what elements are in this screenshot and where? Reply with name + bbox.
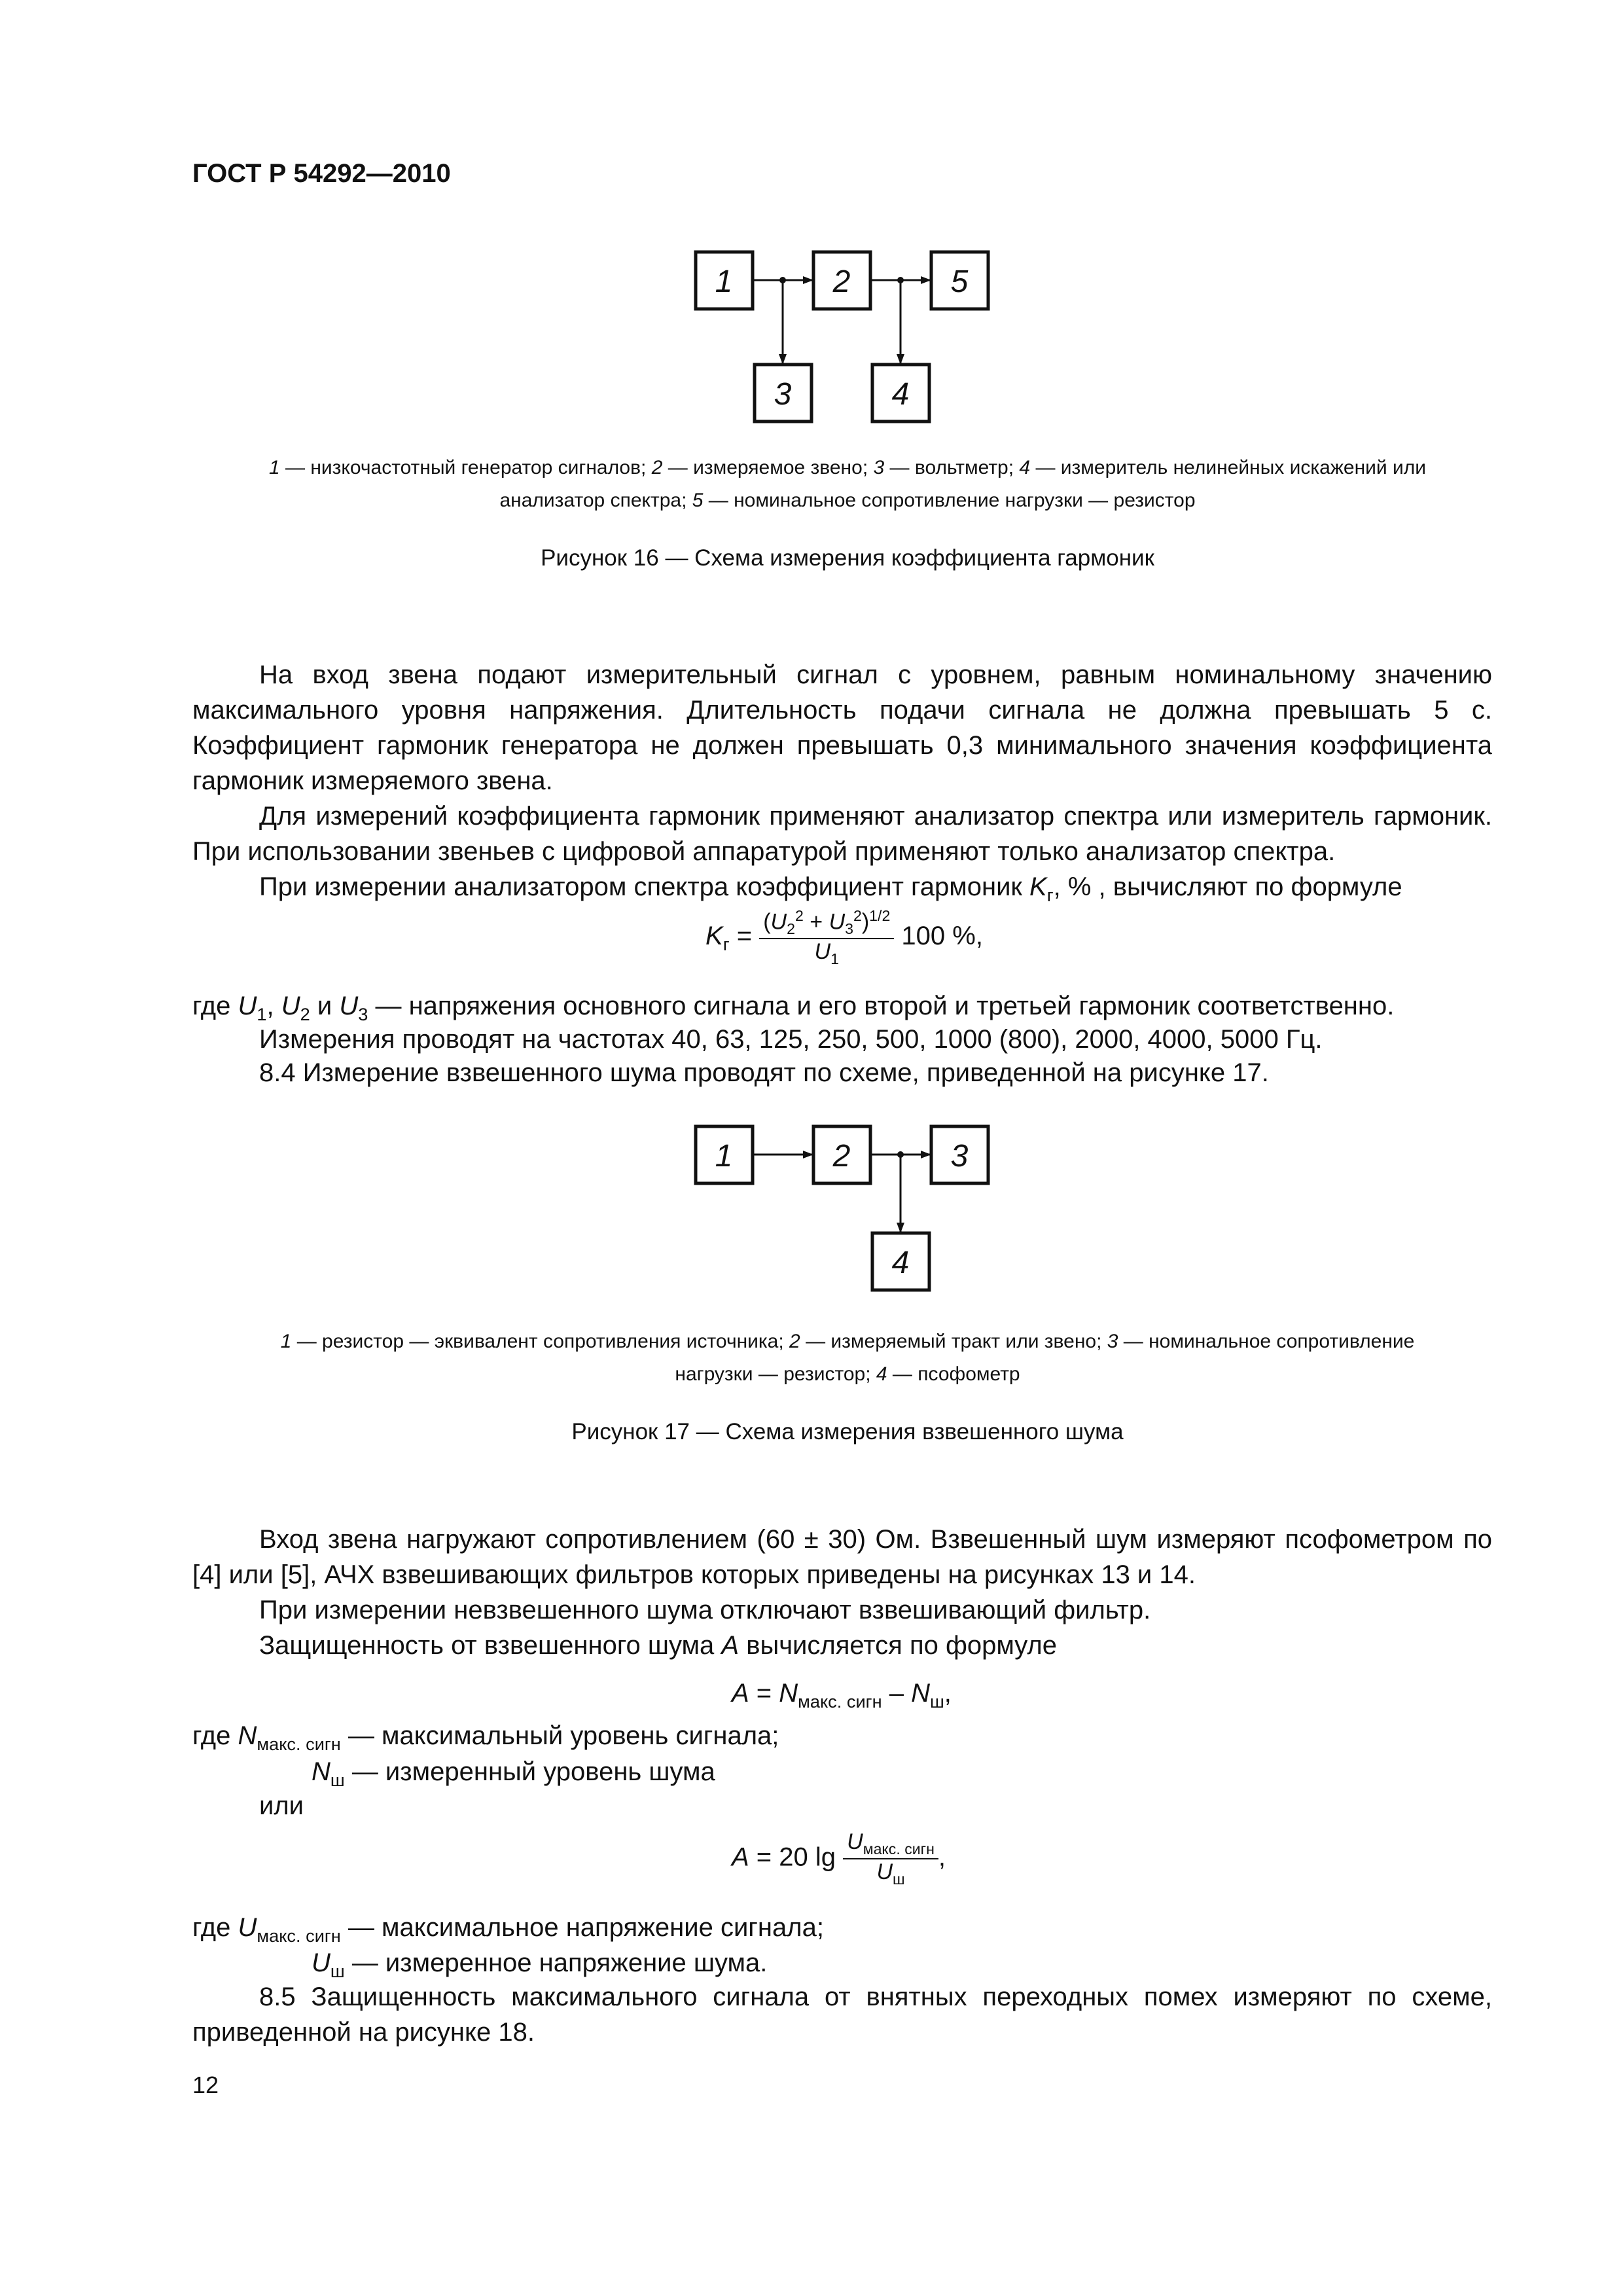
paragraph: где $U_{макс. сигн}$ — максимальное напряжение сигнала; bbox=[192, 1913, 824, 1946]
paragraph: Защищенность от взвешенного шума A вычисляется по формуле bbox=[259, 1631, 1058, 1660]
paragraph: При измерении невзвешенного шума отключают взвешивающий фильтр. bbox=[259, 1596, 1151, 1624]
node-dot bbox=[897, 277, 904, 283]
legend-num: 3 bbox=[873, 457, 885, 478]
figure-16-legend bbox=[196, 452, 1499, 517]
page-number: 12 bbox=[192, 2072, 219, 2098]
legend-num: 2 bbox=[651, 457, 663, 478]
block-4-label: 4 bbox=[891, 1246, 910, 1280]
document-header: ГОСТ Р 54292—2010 bbox=[192, 159, 451, 188]
legend-text: — вольтметр; bbox=[884, 457, 1020, 478]
block-1-label: 1 bbox=[715, 264, 733, 299]
fraction: $\frac{U_{макс. сигн}}{U_ш}$ bbox=[843, 1829, 938, 1888]
figure-17-legend bbox=[196, 1325, 1499, 1391]
legend-num: 1 bbox=[268, 457, 280, 478]
figure-16-diagram bbox=[0, 0, 1623, 458]
formula-kg: $K_г$ = $\frac{(U_2^2 + U_3^2)^{1/2}}{U_1}$ 100 %, bbox=[705, 907, 983, 967]
legend-text: анализатор спектра; bbox=[499, 490, 692, 511]
paragraph: $U_ш$ — измеренное напряжение шума. bbox=[312, 1948, 768, 1981]
legend-text: — низкочастотный генератор сигналов; bbox=[279, 457, 652, 478]
block-2-label: 2 bbox=[832, 264, 851, 299]
paragraph: где $N_{макс. сигн}$ — максимальный уровень сигнала; bbox=[192, 1721, 779, 1754]
paragraph: или bbox=[259, 1791, 304, 1820]
node-dot bbox=[779, 277, 786, 283]
legend-num: 5 bbox=[692, 490, 704, 511]
paragraph: При измерении анализатором спектра коэффициент гармоник $K_г$, % , вычисляют по формуле bbox=[259, 872, 1402, 905]
formula-a-voltages: A = 20 lg $\frac{U_{макс. сигн}}{U_ш}$ , bbox=[732, 1829, 946, 1888]
paragraph: где $U_1$, $U_2$ и $U_3$ — напряжения основного сигнала и его второй и третьей гармоник соответственно. bbox=[192, 992, 1395, 1024]
figure-16-title: Рисунок 16 — Схема измерения коэффициента гармоник bbox=[541, 545, 1154, 571]
paragraph: Для измерений коэффициента гармоник применяют анализатор спектра или измеритель гармоник. При использовании звеньев с цифровой аппаратурой применяют только анализатор спектра. bbox=[192, 802, 1492, 866]
block-3-label: 3 bbox=[774, 377, 792, 412]
legend-line: 1 — резистор — эквивалент сопротивления источника; 2 — измеряемый тракт или звено; 3 — номинальное сопротивление bbox=[280, 1331, 1415, 1352]
block-5-label: 5 bbox=[950, 264, 969, 299]
block-1-label: 1 bbox=[715, 1139, 733, 1174]
block-4-label: 4 bbox=[891, 377, 910, 412]
legend-num: 4 bbox=[1019, 457, 1031, 478]
figure-17-diagram bbox=[0, 1113, 1623, 1309]
legend-line bbox=[196, 484, 1499, 517]
block-3-label: 3 bbox=[950, 1139, 969, 1174]
legend-line: нагрузки — резистор; 4 — псофометр bbox=[675, 1363, 1020, 1385]
paragraph: Измерения проводят на частотах 40, 63, 125, 250, 500, 1000 (800), 2000, 4000, 5000 Гц. bbox=[259, 1025, 1323, 1054]
figure-17-title: Рисунок 17 — Схема измерения взвешенного шума bbox=[571, 1419, 1124, 1444]
legend-text: — номинальное сопротивление нагрузки — резистор bbox=[703, 490, 1196, 511]
legend-text: — измеряемое звено; bbox=[662, 457, 874, 478]
formula-a-levels: $A = N_{макс. сигн} - N_ш$, bbox=[732, 1679, 952, 1712]
paragraph: Вход звена нагружают сопротивлением (60 ± 30) Ом. Взвешенный шум измеряют псофометром по [4] или [5], АЧХ взвешивающих фильтров которых приведены на рисунках 13 и 14. bbox=[192, 1525, 1492, 1589]
paragraph: 8.5 Защищенность максимального сигнала от внятных переходных помех измеряют по схеме, приведенной на рисунке 18. bbox=[192, 1982, 1492, 2047]
fraction: $\frac{(U_2^2 + U_3^2)^{1/2}}{U_1}$ bbox=[759, 907, 894, 968]
legend-text: — измеритель нелинейных искажений или bbox=[1030, 457, 1427, 478]
legend-line bbox=[196, 452, 1499, 484]
paragraph: 8.4 Измерение взвешенного шума проводят по схеме, приведенной на рисунке 17. bbox=[259, 1058, 1269, 1087]
paragraph: На вход звена подают измерительный сигнал с уровнем, равным номинальному значению максимального уровня напряжения. Длительность подачи сигнала не должна превышать 5 с. Коэффициент гармоник генератора не должен превышать 0,3 минимального значения коэффициента гармоник измеряемого звена. bbox=[192, 660, 1492, 795]
block-2-label: 2 bbox=[832, 1139, 851, 1174]
node-dot bbox=[897, 1151, 904, 1158]
paragraph: $N_ш$ — измеренный уровень шума bbox=[312, 1757, 715, 1790]
